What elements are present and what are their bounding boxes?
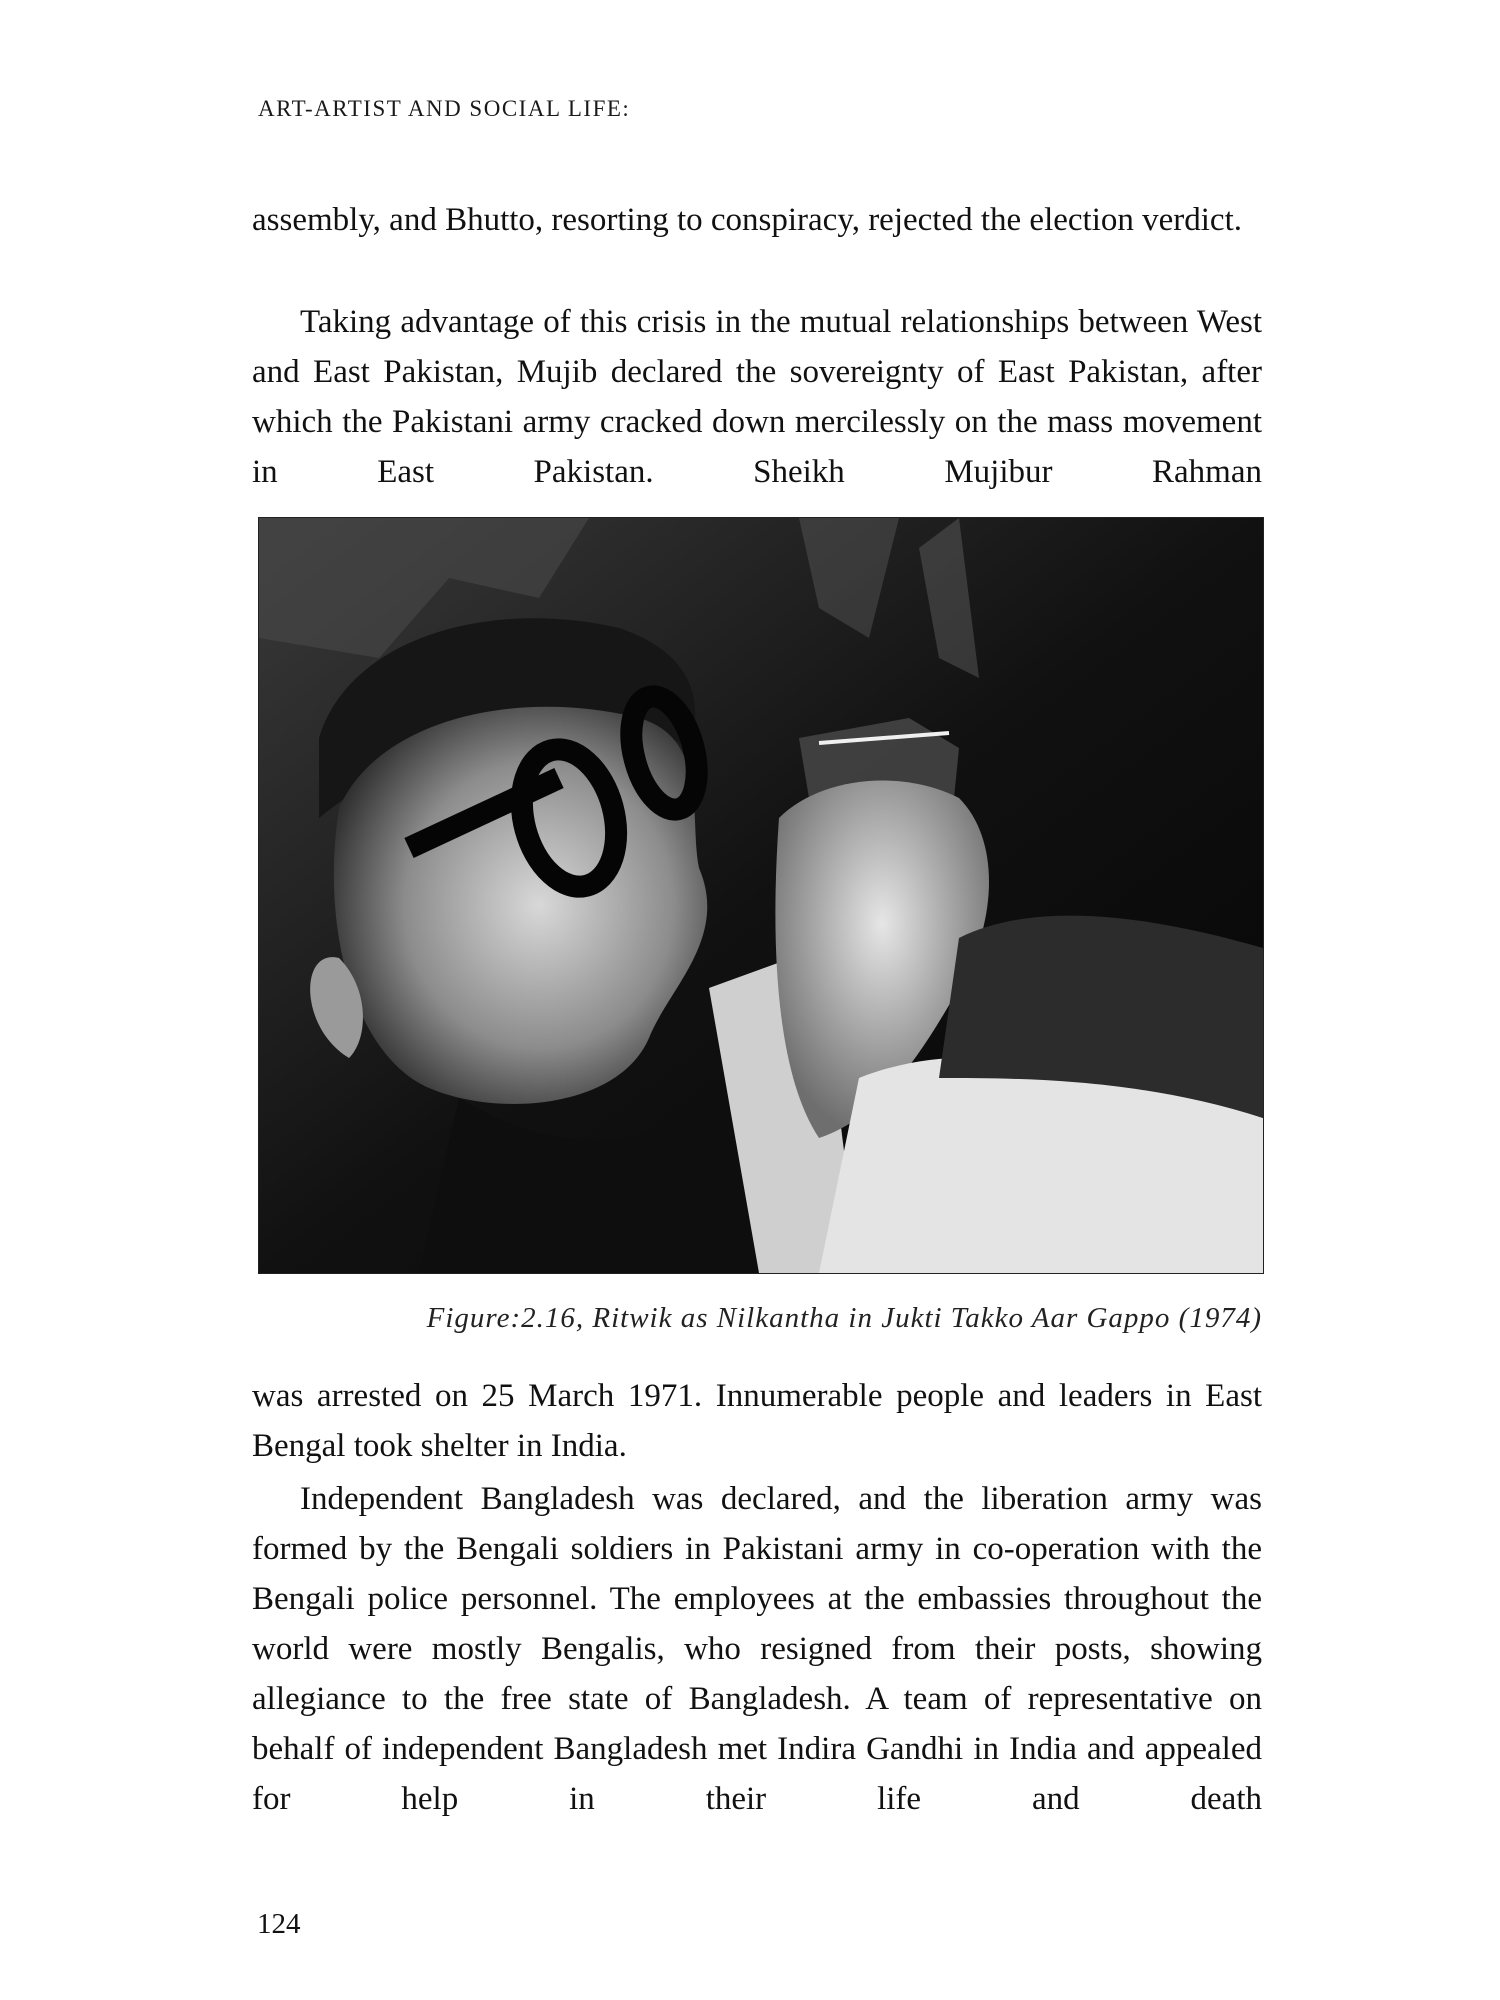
running-head: ART-ARTIST AND SOCIAL LIFE: [258,96,631,121]
body-paragraph-1: assembly, and Bhutto, resorting to conspiracy, rejected the election verdict. [252,202,1242,238]
body-paragraph-3: was arrested on 25 March 1971. Innumerable people and leaders in East Bengal took shelter in India. [252,1378,1262,1464]
figure-caption: Figure:2.16, Ritwik as Nilkantha in Jukti Takko Aar Gappo (1974) [426,1302,1262,1334]
body-paragraph-2: Taking advantage of this crisis in the mutual relationships between West and East Pakistan, Mujib declared the sovereignty of East Pakistan, after which the Pakistani army cracked down mercilessly on the mass movement in East Pakistan. Sheikh Mujibur Rahman [252,304,1262,490]
figure-photo [258,517,1264,1274]
body-paragraph-4: Independent Bangladesh was declared, and the liberation army was formed by the Bengali soldiers in Pakistani army in co-operation with the Bengali police personnel. The employees at the embassies throughout the world were mostly Bengalis, who resigned from their posts, showing allegiance to the free state of Bangladesh. A team of representative on behalf of independent Bangladesh met Indira Gandhi in India and appealed for help in their life and death [252,1481,1262,1817]
page-number: 124 [257,1908,301,1940]
